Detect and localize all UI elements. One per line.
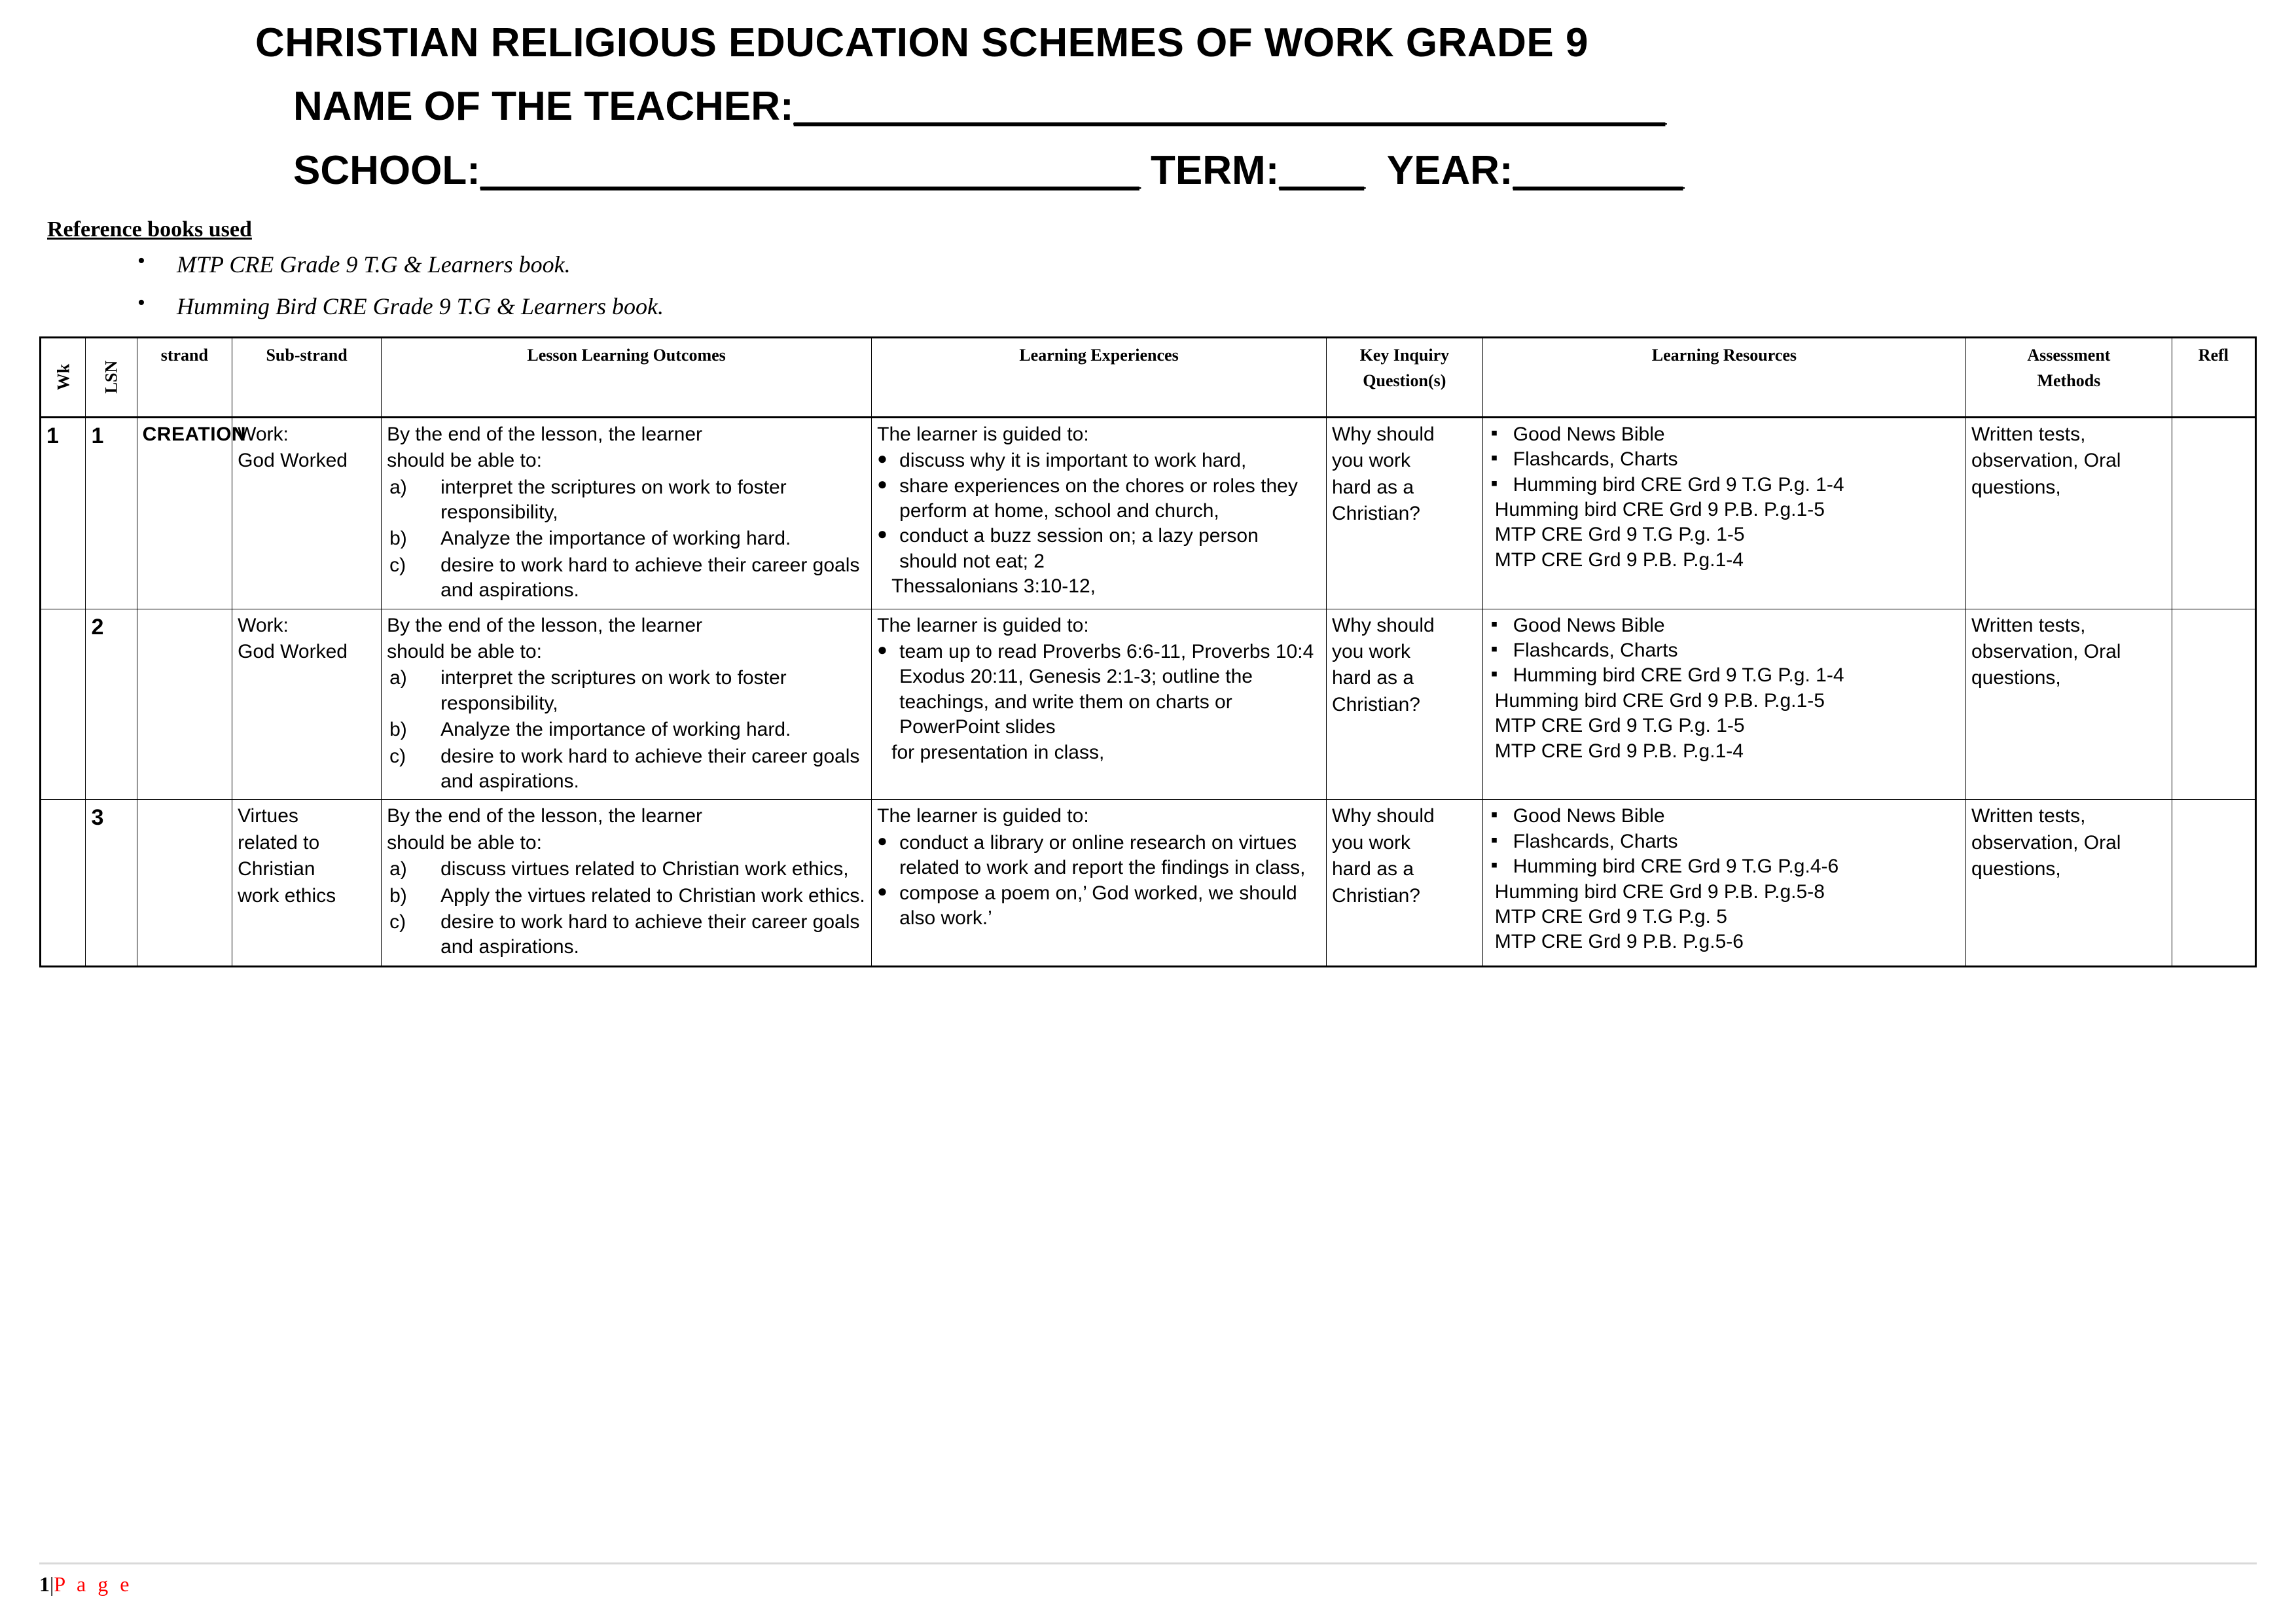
sub-strand-line: related to <box>238 831 320 854</box>
list-item: ▪ Flashcards, Charts <box>1488 638 1960 663</box>
key-inquiry-line: you work <box>1331 450 1410 472</box>
key-inquiry-line: hard as a <box>1331 476 1414 498</box>
cell-learning-resources <box>1482 609 1965 800</box>
key-inquiry-line: Why should <box>1331 805 1435 827</box>
cell-strand <box>137 800 232 966</box>
school-label: SCHOOL: <box>293 147 480 193</box>
teacher-label: NAME OF THE TEACHER: <box>293 84 794 130</box>
llo-outcome-list <box>387 475 866 604</box>
table-header-row <box>41 337 2256 417</box>
title-block <box>39 20 2257 194</box>
year-label: YEAR: <box>1386 147 1513 193</box>
cell-assessment-methods <box>1965 417 2172 609</box>
list-item: Analyze the importance of working hard. <box>440 528 791 550</box>
column-header-learning-resources: Learning Resources <box>1482 337 1965 417</box>
year-blank[interactable]: ________ <box>1513 147 1683 193</box>
footer-page-word: P a g e <box>54 1572 133 1596</box>
list-item: ▪ Good News Bible <box>1488 613 1960 638</box>
cell-reflection <box>2172 800 2255 966</box>
list-item: ● share experiences on the chores or roles they perform at home, school and church, <box>877 474 1321 524</box>
list-item: MTP CRE Grd 9 P.B. P.g.1-4 <box>1494 549 1744 571</box>
cell-key-inquiry-question <box>1326 609 1482 800</box>
table-row <box>41 800 2256 966</box>
assessment-line: questions, <box>1971 667 2061 689</box>
cell-lesson: 1 <box>86 417 137 609</box>
list-item: ▪ Flashcards, Charts <box>1488 829 1960 854</box>
llo-intro-line: By the end of the lesson, the learner <box>387 614 703 636</box>
list-item: Analyze the importance of working hard. <box>440 719 791 741</box>
column-header-strand: strand <box>137 337 232 417</box>
cell-strand: CREATION <box>137 417 232 609</box>
learning-experiences-intro: The learner is guided to: <box>877 614 1089 636</box>
assessment-line: observation, Oral <box>1971 831 2121 854</box>
list-item: MTP CRE Grd 9 P.B. P.g.1-4 <box>1494 740 1744 762</box>
llo-intro-line: By the end of the lesson, the learner <box>387 805 703 827</box>
key-inquiry-line: Christian? <box>1331 503 1420 525</box>
table-body <box>41 417 2256 966</box>
list-item: ● conduct a library or online research on virtues related to work and report the findings in class, <box>877 831 1321 881</box>
cell-lesson-learning-outcomes <box>382 417 872 609</box>
key-inquiry-line1: Key Inquiry <box>1359 345 1450 365</box>
list-item: ▪ Good News Bible <box>1488 422 1960 447</box>
sub-strand-line: work ethics <box>238 884 336 907</box>
list-item: ▪ Good News Bible <box>1488 804 1960 829</box>
cell-week <box>41 609 86 800</box>
cell-reflection <box>2172 417 2255 609</box>
table-row <box>41 417 2256 609</box>
assessment-line: Written tests, <box>1971 423 2086 445</box>
page-title: CHRISTIAN RELIGIOUS EDUCATION SCHEMES OF WORK GRADE 9 <box>255 20 1588 65</box>
column-header-lesson-learning-outcomes: Lesson Learning Outcomes <box>382 337 872 417</box>
cell-learning-resources <box>1482 417 1965 609</box>
list-item: MTP CRE Grd 9 P.B. P.g.5-6 <box>1494 931 1744 953</box>
list-item: Humming bird CRE Grd 9 P.B. P.g.5-8 <box>1494 880 1825 903</box>
sub-strand-line: Christian <box>238 858 315 880</box>
key-inquiry-line: Why should <box>1331 614 1435 636</box>
cell-reflection <box>2172 609 2255 800</box>
reference-book-list <box>39 253 2257 318</box>
llo-intro-line: should be able to: <box>387 831 542 854</box>
llo-outcome-list <box>387 666 866 794</box>
key-inquiry-line: hard as a <box>1331 667 1414 689</box>
list-item: desire to work hard to achieve their career goals and aspirations. <box>440 554 860 602</box>
assessment-line: questions, <box>1971 858 2061 880</box>
sub-strand-line: God Worked <box>238 641 348 663</box>
list-item: ▪ Humming bird CRE Grd 9 T.G P.g. 1-4 <box>1488 473 1960 497</box>
footer-page-number: 1 <box>39 1572 50 1596</box>
list-item: ● conduct a buzz session on; a lazy person should not eat; 2 <box>877 524 1321 574</box>
learning-resources-list <box>1488 613 1960 764</box>
cell-lesson: 3 <box>86 800 137 966</box>
sub-strand-line: Work: <box>238 614 289 636</box>
list-item: Humming bird CRE Grd 9 P.B. P.g.1-5 <box>1494 689 1825 712</box>
sub-strand-line: God Worked <box>238 450 348 472</box>
learning-experiences-intro: The learner is guided to: <box>877 805 1089 827</box>
cell-assessment-methods <box>1965 800 2172 966</box>
assessment-line: observation, Oral <box>1971 641 2121 663</box>
list-item: discuss virtues related to Christian work ethics, <box>440 858 849 880</box>
cell-lesson-learning-outcomes <box>382 609 872 800</box>
cell-sub-strand <box>232 417 382 609</box>
learning-experiences-list <box>877 448 1321 599</box>
list-item: ● compose a poem on,’ God worked, we should also work.’ <box>877 881 1321 931</box>
column-header-key-inquiry-questions <box>1326 337 1482 417</box>
school-term-year-field-line <box>255 147 2257 194</box>
list-item: ▪ Humming bird CRE Grd 9 T.G P.g.4-6 <box>1488 854 1960 879</box>
key-inquiry-line: you work <box>1331 831 1410 854</box>
assessment-line: observation, Oral <box>1971 450 2121 472</box>
cell-sub-strand <box>232 800 382 966</box>
list-item: ● team up to read Proverbs 6:6-11, Proverbs 10:4 Exodus 20:11, Genesis 2:1-3; outline the teachings, and write them on charts or PowerPoint slides <box>877 640 1321 740</box>
cell-learning-resources <box>1482 800 1965 966</box>
list-item: Apply the virtues related to Christian work ethics. <box>440 884 865 907</box>
assessment-line: Written tests, <box>1971 805 2086 827</box>
learning-experiences-list <box>877 831 1321 931</box>
llo-outcome-list <box>387 857 866 960</box>
list-item: MTP CRE Grd 9 T.G P.g. 5 <box>1494 905 1727 928</box>
key-inquiry-line: Christian? <box>1331 693 1420 715</box>
key-inquiry-line: Why should <box>1331 423 1435 445</box>
column-header-learning-experiences: Learning Experiences <box>872 337 1327 417</box>
column-header-refl: Refl <box>2172 337 2255 417</box>
list-item: ▪ Humming bird CRE Grd 9 T.G P.g. 1-4 <box>1488 663 1960 688</box>
schemes-of-work-table <box>39 336 2257 967</box>
assessment-line2: Methods <box>2037 370 2101 390</box>
cell-learning-experiences <box>872 800 1327 966</box>
footer-page-indicator <box>39 1572 2257 1597</box>
cell-week: 1 <box>41 417 86 609</box>
list-item: • Humming Bird CRE Grade 9 T.G & Learners book. <box>137 295 2257 318</box>
column-header-lsn: LSN <box>86 337 137 417</box>
list-item: for presentation in class, <box>891 741 1105 763</box>
teacher-blank[interactable]: _________________________________________ <box>793 84 1666 130</box>
cell-sub-strand <box>232 609 382 800</box>
cell-key-inquiry-question <box>1326 800 1482 966</box>
list-item: MTP CRE Grd 9 T.G P.g. 1-5 <box>1494 715 1745 737</box>
term-label: TERM: <box>1151 147 1280 193</box>
column-header-sub-strand: Sub-strand <box>232 337 382 417</box>
cell-strand <box>137 609 232 800</box>
reference-heading: Reference books used <box>47 217 252 242</box>
llo-intro-line: should be able to: <box>387 450 542 472</box>
learning-experiences-intro: The learner is guided to: <box>877 423 1089 445</box>
reference-section <box>39 211 2257 318</box>
list-item: desire to work hard to achieve their career goals and aspirations. <box>440 745 860 792</box>
column-header-assessment-methods <box>1965 337 2172 417</box>
list-item: interpret the scriptures on work to foster responsibility, <box>440 667 787 714</box>
list-item: interpret the scriptures on work to foster responsibility, <box>440 476 787 524</box>
sub-strand-line: Virtues <box>238 805 298 827</box>
footer-separator: | <box>50 1572 54 1596</box>
list-item: desire to work hard to achieve their career goals and aspirations. <box>440 911 860 958</box>
key-inquiry-line: hard as a <box>1331 858 1414 880</box>
assessment-line: Written tests, <box>1971 614 2086 636</box>
llo-intro-line: should be able to: <box>387 641 542 663</box>
list-item: ● discuss why it is important to work hard, <box>877 448 1321 473</box>
sub-strand-line: Work: <box>238 423 289 445</box>
table-row <box>41 609 2256 800</box>
teacher-field-line <box>255 83 2257 130</box>
cell-assessment-methods <box>1965 609 2172 800</box>
assessment-line: questions, <box>1971 476 2061 498</box>
learning-experiences-list <box>877 640 1321 765</box>
llo-intro-line: By the end of the lesson, the learner <box>387 423 703 445</box>
cell-week <box>41 800 86 966</box>
page-footer <box>39 1562 2257 1597</box>
cell-learning-experiences <box>872 609 1327 800</box>
list-item: • MTP CRE Grade 9 T.G & Learners book. <box>137 253 2257 276</box>
key-inquiry-line: you work <box>1331 641 1410 663</box>
key-inquiry-line: Christian? <box>1331 884 1420 907</box>
learning-resources-list <box>1488 804 1960 954</box>
cell-lesson: 2 <box>86 609 137 800</box>
list-item: MTP CRE Grd 9 T.G P.g. 1-5 <box>1494 524 1745 546</box>
cell-learning-experiences <box>872 417 1327 609</box>
cell-lesson-learning-outcomes <box>382 800 872 966</box>
column-header-wk: Wk <box>41 337 86 417</box>
term-blank[interactable]: ____ <box>1279 147 1365 193</box>
learning-resources-list <box>1488 422 1960 573</box>
assessment-line1: Assessment <box>2027 345 2111 365</box>
school-blank[interactable]: _______________________________ <box>480 147 1139 193</box>
list-item: ▪ Flashcards, Charts <box>1488 447 1960 472</box>
list-item: Thessalonians 3:10-12, <box>891 575 1096 598</box>
list-item: Humming bird CRE Grd 9 P.B. P.g.1-5 <box>1494 499 1825 521</box>
key-inquiry-line2: Question(s) <box>1363 370 1446 390</box>
cell-key-inquiry-question <box>1326 417 1482 609</box>
